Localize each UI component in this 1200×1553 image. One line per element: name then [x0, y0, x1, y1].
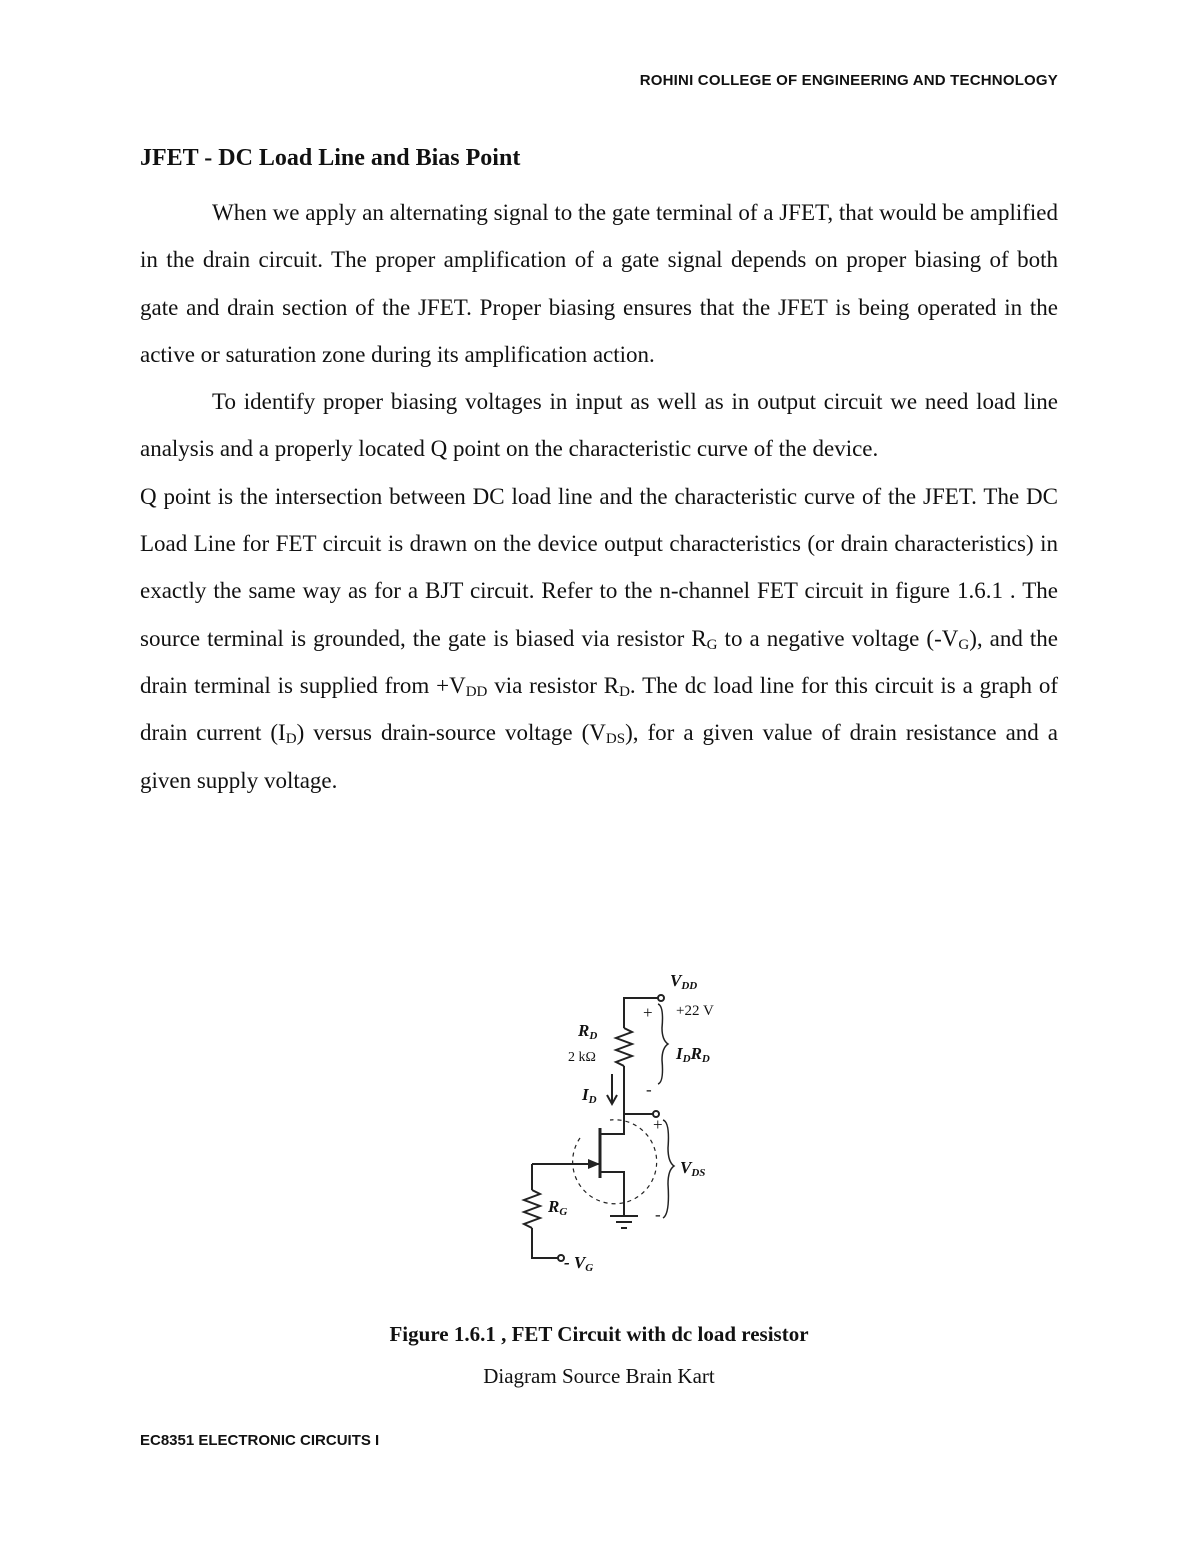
page-footer: EC8351 ELECTRONIC CIRCUITS I — [140, 1432, 380, 1449]
vds-label: VDS — [680, 1158, 706, 1179]
jfet-source-lead — [600, 1172, 624, 1216]
idrd-brace — [658, 1004, 668, 1084]
page-header: ROHINI COLLEGE OF ENGINEERING AND TECHNOLOGY — [639, 72, 1058, 89]
rg-label: RG — [548, 1197, 568, 1218]
rd-value: 2 kΩ — [568, 1050, 596, 1065]
gate-arrow — [588, 1159, 600, 1169]
vdd-wire — [624, 998, 658, 1028]
drain-resistor — [616, 1028, 632, 1066]
vg-label: - VG — [564, 1253, 594, 1274]
figure-source: Diagram Source Brain Kart — [483, 1364, 715, 1388]
vdd-terminal — [658, 995, 664, 1001]
jfet-drain-lead — [600, 1114, 624, 1134]
figure-caption: Figure 1.6.1 , FET Circuit with dc load resistor — [389, 1322, 809, 1346]
rd-minus-sign: - — [646, 1080, 652, 1099]
rd-plus-sign: + — [643, 1003, 653, 1022]
idrd-label: IDRD — [676, 1044, 710, 1065]
gate-resistor — [524, 1190, 540, 1228]
vdd-label: VDD — [670, 971, 698, 992]
rd-label: RD — [578, 1021, 598, 1042]
id-label: ID — [582, 1085, 597, 1106]
section-title: JFET - DC Load Line and Bias Point — [140, 145, 521, 171]
vds-brace — [663, 1120, 674, 1218]
vdd-value: +22 V — [676, 1003, 714, 1019]
fet-circuit-diagram — [510, 968, 740, 1278]
vds-plus-sign: + — [653, 1115, 663, 1134]
paragraph-intro: When we apply an alternating signal to the gate terminal of a JFET, that would be amplified in the drain circuit. The proper amplification of a gate signal depends on proper biasing of both gate and drain section of the JFET. Proper biasing ensures that the JFET is being operated in the active or saturation zone during its amplification action. — [140, 200, 1058, 367]
document-body — [140, 140, 1058, 804]
jfet-envelope — [573, 1120, 657, 1204]
vds-minus-sign: - — [655, 1205, 661, 1224]
fet-circuit-figure — [510, 968, 740, 1278]
paragraph-load-line: To identify proper biasing voltages in input as well as in output circuit we need load line analysis and a properly located Q point on the characteristic curve of the device. — [140, 389, 1058, 462]
paragraph-q-point: Q point is the intersection between DC load line and the characteristic curve of the JFET. The DC Load Line for FET circuit is drawn on the device output characteristics (or drain characteristics) in exactly the same way as for a BJT circuit. Refer to the n-channel FET circuit in figure 1.6.1 . The source terminal is grounded, the gate is biased via resistor $R_G$ to a negative voltage $(-V_G)$, and the drain terminal is supplied from $+V_{DD}$ via resistor $R_D$. The dc load line for this circuit is a graph of drain current $(I_D)$ versus drain-source voltage $(V_{DS})$, for a given value of drain resistance and a given supply voltage. — [140, 483, 1058, 793]
rg-bottom-wire — [532, 1228, 558, 1258]
